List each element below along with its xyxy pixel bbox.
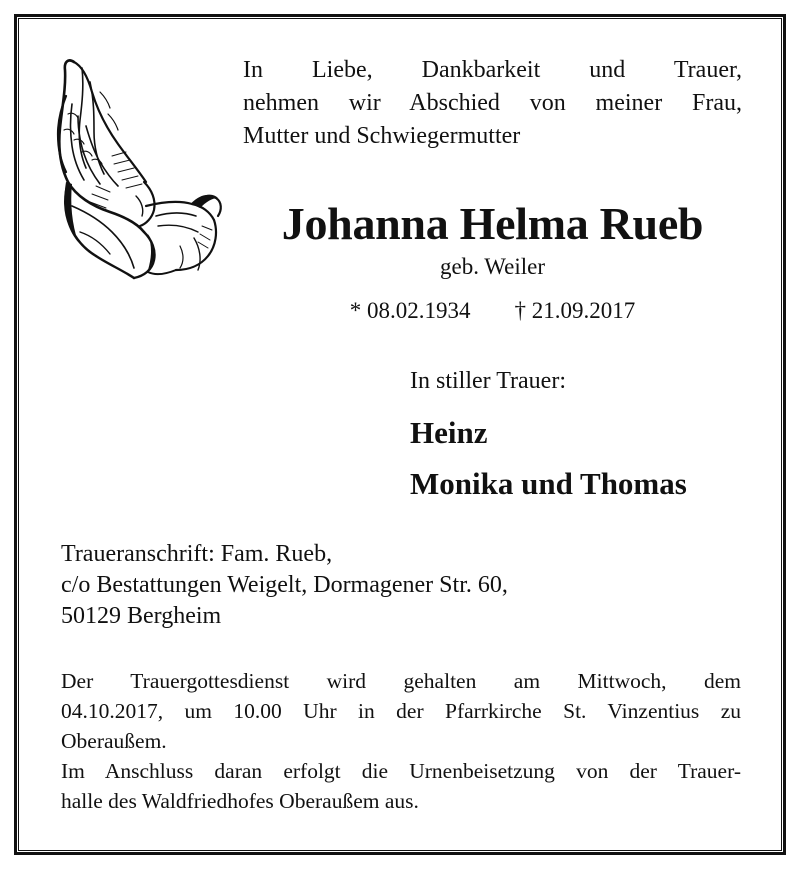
mourning-label: In stiller Trauer:	[410, 368, 566, 394]
service-details	[61, 666, 741, 816]
address-line-3: 50129 Bergheim	[61, 603, 222, 629]
service-line-1: Der Trauergottesdienst wird gehalten am Mittwoch, dem	[61, 669, 741, 693]
mourner-name: Heinz	[410, 415, 488, 450]
condolence-address	[61, 539, 508, 632]
praying-hands-icon	[52, 56, 224, 282]
deceased-name: Johanna Helma Rueb	[281, 198, 704, 249]
address-line-1: Traueranschrift: Fam. Rueb,	[61, 541, 333, 567]
birth-date: * 08.02.1934	[349, 298, 471, 323]
service-line-4: Im Anschluss daran erfolgt die Urnenbeisetzung von der Trauer-	[61, 759, 741, 783]
intro-line-1: In Liebe, Dankbarkeit und Trauer,	[243, 57, 742, 83]
intro-line-2: nehmen wir Abschied von meiner Frau,	[243, 90, 742, 116]
mourner-name: Monika und Thomas	[410, 466, 687, 501]
service-line-5: halle des Waldfriedhofes Oberaußem aus.	[61, 789, 419, 813]
maiden-name: geb. Weiler	[439, 254, 546, 279]
service-line-3: Oberaußem.	[61, 729, 167, 753]
address-line-2: c/o Bestattungen Weigelt, Dormagener Str. 60,	[61, 572, 508, 598]
service-line-2: 04.10.2017, um 10.00 Uhr in der Pfarrkirche St. Vinzentius zu	[61, 699, 741, 723]
death-date: † 21.09.2017	[514, 298, 636, 323]
intro-line-3: Mutter und Schwiegermutter	[243, 123, 521, 149]
intro-text	[243, 54, 742, 153]
life-dates	[243, 296, 742, 326]
